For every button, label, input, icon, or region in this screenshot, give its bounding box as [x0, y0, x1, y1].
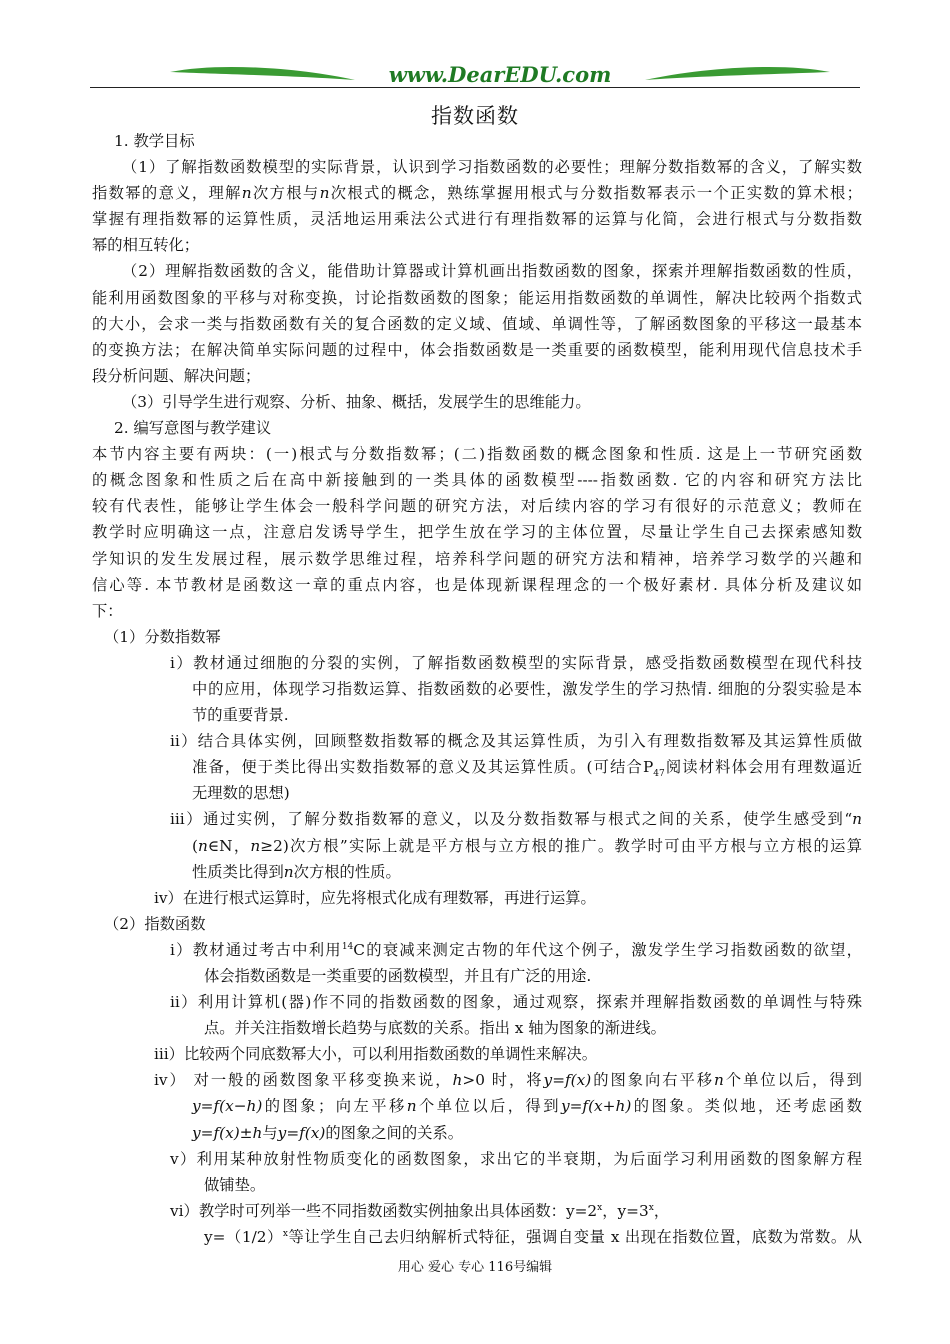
paragraph-line: 的概念图象和性质之后在高中新接触到的一类具体的函数模型----指数函数. 它的内容和研究方法比	[92, 471, 862, 490]
list-item-line: ⅲ）通过实例，了解分数指数幂的意义，以及分数指数幂与根式之间的关系，使学生感受到“n	[170, 810, 862, 829]
header-logo	[150, 60, 850, 90]
list-item-line: 体会指数函数是一类重要的函数模型，并且有广泛的用途.	[204, 967, 592, 985]
list-item-line: ⅰ）教材通过考古中利用$^{14}$C的衰减来测定古物的年代这个例子，激发学生学习指数函数的欲望，	[170, 940, 862, 959]
paragraph-line: 学知识的发生发展过程，展示数学思维过程，培养科学问题的研究方法和精神，培养学习数学的兴趣和	[92, 549, 862, 568]
list-item-line: 无理数的思想)	[192, 784, 290, 803]
list-item-line: 点。并关注指数增长趋势与底数的关系。指出 x 轴为图象的渐进线。	[204, 1019, 666, 1038]
list-item-line: ⅱ）利用计算机(器)作不同的指数函数的图象，通过观察，探索并理解指数函数的单调性与特殊	[170, 993, 862, 1012]
list-item-line: (n∈N，n≥2)次方根”实际上就是平方根与立方根的推广。教学时可由平方根与立方根的运算	[192, 836, 862, 855]
paragraph-line: 的变换方法；在解决简单实际问题的过程中，体会指数函数是一类重要的函数模型，能利用现代信息技术手	[92, 340, 862, 359]
paragraph-line: 本节内容主要有两块：(一)根式与分数指数幂；(二)指数函数的概念图象和性质. 这是上一节研究函数	[92, 445, 862, 464]
document-title: 指数函数	[431, 104, 519, 128]
list-item-line: ⅲ）比较两个同底数幂大小，可以利用指数函数的单调性来解决。	[154, 1045, 597, 1064]
paragraph-line: （3）引导学生进行观察、分析、抽象、概括，发展学生的思维能力。	[122, 392, 591, 411]
subsection-heading: （1）分数指数幂	[104, 627, 221, 646]
list-item-line: $y=(1/2)^x$等让学生自己去归纳解析式特征，强调自变量 x 出现在指数位置，底数为常数。从	[204, 1227, 862, 1246]
paragraph-line: 信心等. 本节教材是函数这一章的重点内容，也是体现新课程理念的一个极好素材. 具体分析及建议如	[92, 575, 862, 594]
right-leaf-swoosh	[645, 67, 830, 80]
list-item-line: 准备，便于类比得出实数指数幂的意义及其运算性质。(可结合$P_{47}$阅读材料体会用有理数逼近	[192, 758, 862, 780]
paragraph-line: 的大小，会求一类与指数函数有关的复合函数的定义域、值域、单调性等，了解函数图象的平移这一最基本	[92, 314, 862, 333]
left-leaf-swoosh	[170, 67, 355, 80]
list-item-line: ⅳ） 对一般的函数图象平移变换来说，h>0 时，将y=f(x)的图象向右平移n个单位以后，得到	[154, 1071, 862, 1090]
paragraph-line: （1）了解指数函数模型的实际背景，认识到学习指数函数的必要性；理解分数指数幂的含义，了解实数	[122, 158, 862, 177]
paragraph-line: 段分析问题、解决问题；	[92, 366, 261, 385]
list-item-line: y=f(x)±h与y=f(x)的图象之间的关系。	[192, 1123, 464, 1142]
paragraph-line: 掌握有理指数幂的运算性质，灵活地运用乘法公式进行有理指数幂的运算与化简，会进行根式与分数指数	[92, 210, 862, 229]
list-item-line: ⅳ）在进行根式运算时，应先将根式化成有理数幂，再进行运算。	[154, 888, 596, 907]
paragraph-line: 教学时应明确这一点，注意启发诱导学生，把学生放在学习的主体位置，尽量让学生自己去探索感知数	[92, 523, 862, 542]
page-footer: 用心 爱心 专心 116号编辑	[397, 1260, 553, 1275]
subsection-heading: （2）指数函数	[104, 914, 206, 933]
list-item-line: y=f(x−h)的图象；向左平移n个单位以后，得到y=f(x+h)的图象。类似地，还考虑函数	[192, 1097, 862, 1116]
list-item-line: ⅵ）教学时可列举一些不同指数函数实例抽象出具体函数：$y=2^x$，$y=3^x$，	[170, 1201, 670, 1220]
paragraph-line: （2）理解指数函数的含义，能借助计算器或计算机画出指数函数的图象，探索并理解指数函数的性质，	[122, 262, 862, 281]
paragraph-line: 下：	[92, 601, 123, 620]
section-heading-2: 2. 编写意图与教学建议	[114, 419, 272, 438]
list-item-line: ⅴ）利用某种放射性物质变化的函数图象，求出它的半衰期，为后面学习利用函数的图象解方程	[170, 1149, 862, 1168]
list-item-line: ⅱ）结合具体实例，回顾整数指数幂的概念及其运算性质，为引入有理数指数幂及其运算性质做	[170, 732, 862, 751]
paragraph-line: 能利用函数图象的平移与对称变换，讨论指数函数的图象；能运用指数函数的单调性，解决比较两个指数式	[92, 288, 862, 307]
paragraph-line: 幂的相互转化；	[92, 236, 200, 255]
paragraph-line: 指数幂的意义，理解n次方根与n次根式的概念，熟练掌握用根式与分数指数幂表示一个正实数的算术根；	[92, 184, 862, 203]
header-divider	[90, 87, 860, 88]
list-item-line: 节的重要背景.	[192, 706, 289, 725]
list-item-line: ⅰ）教材通过细胞的分裂的实例，了解指数函数模型的实际背景，感受指数函数模型在现代科技	[170, 653, 862, 672]
document-body	[92, 128, 862, 1250]
paragraph-line: 较有代表性，能够让学生体会一般科学问题的研究方法，对后续内容的学习有很好的示范意义；教师在	[92, 497, 862, 516]
list-item-line: 中的应用，体现学习指数运算、指数函数的必要性，激发学生的学习热情. 细胞的分裂实验是本	[192, 679, 862, 698]
site-logo-text: www.DearEDU.com	[388, 62, 612, 87]
section-heading-1: 1. 教学目标	[114, 132, 195, 150]
list-item-line: 性质类比得到n次方根的性质。	[192, 862, 401, 881]
list-item-line: 做铺垫。	[204, 1175, 266, 1194]
